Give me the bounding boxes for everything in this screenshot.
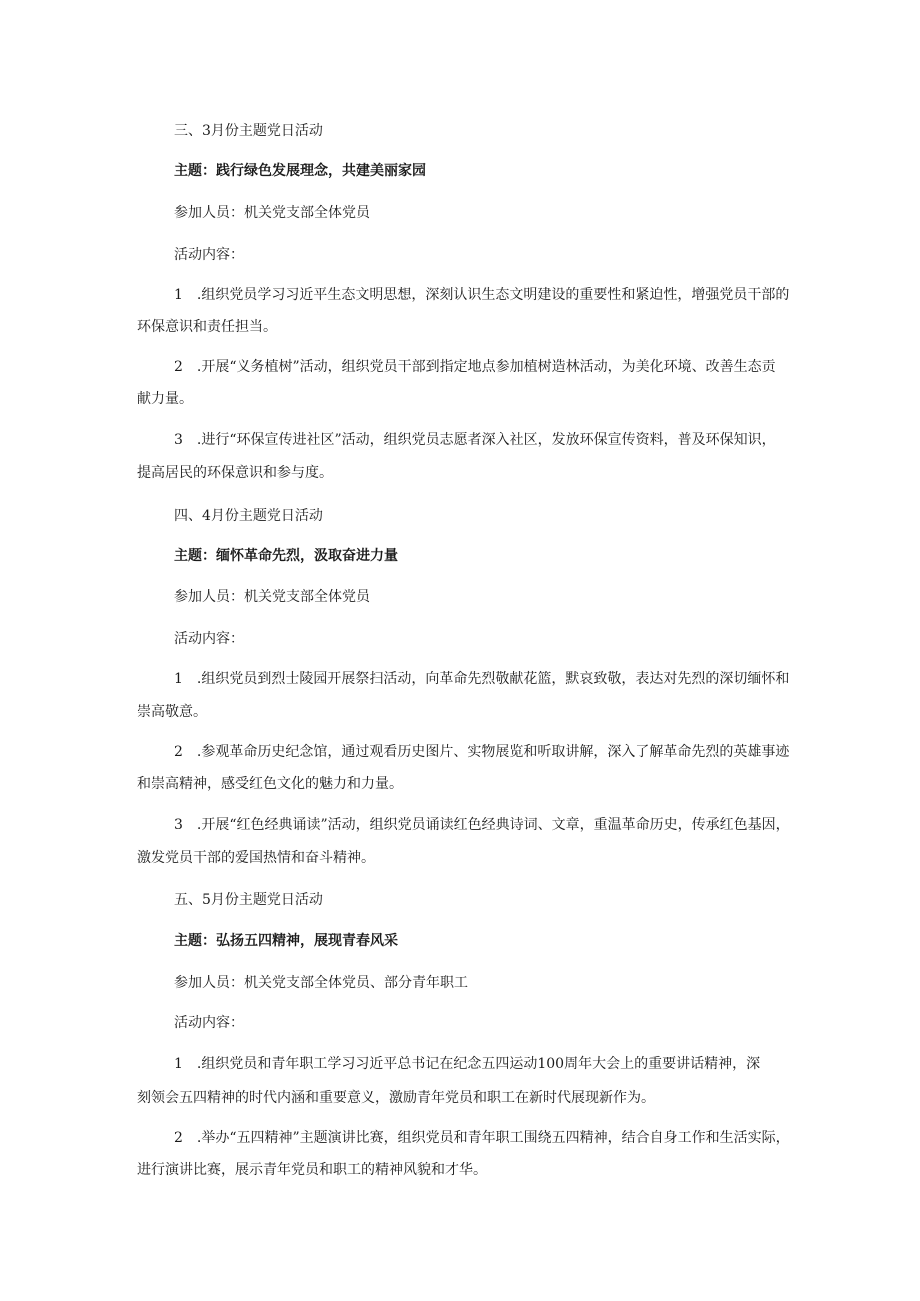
list-item-continuation: 和崇高精神，感受红色文化的魅力和力量。 (137, 776, 403, 792)
section-heading: 五、5月份主题党日活动 (174, 892, 323, 908)
list-item-continuation: 提高居民的环保意识和参与度。 (137, 465, 333, 481)
section-theme: 主题：弘扬五四精神，展现青春风采 (174, 933, 398, 949)
list-item-first-line: 2 .参观革命历史纪念馆，通过观看历史图片、实物展览和听取讲解，深入了解革命先烈的英雄事迹 (174, 744, 790, 760)
list-item-first-line: 3 .开展“红色经典诵读”活动，组织党员诵读红色经典诗词、文章，重温革命历史，传承红色基因， (174, 817, 790, 833)
list-item-continuation: 刻领会五四精神的时代内涵和重要意义，激励青年党员和职工在新时代展现新作为。 (137, 1090, 655, 1106)
section-participants: 参加人员：机关党支部全体党员 (174, 589, 370, 605)
section-theme: 主题：践行绿色发展理念，共建美丽家园 (174, 163, 426, 179)
list-item-continuation: 激发党员干部的爱国热情和奋斗精神。 (137, 850, 375, 866)
list-item-continuation: 崇高敬意。 (137, 704, 207, 720)
section-content-label: 活动内容： (174, 1015, 244, 1031)
list-item-first-line: 1 .组织党员和青年职工学习习近平总书记在纪念五四运动100周年大会上的重要讲话精神，深 (174, 1056, 761, 1072)
list-item-first-line: 2 .开展“义务植树”活动，组织党员干部到指定地点参加植树造林活动，为美化环境、改善生态贡 (174, 359, 776, 375)
section-heading: 四、4月份主题党日活动 (174, 508, 323, 524)
list-item-continuation: 献力量。 (137, 391, 193, 407)
list-item-first-line: 1 .组织党员到烈士陵园开展祭扫活动，向革命先烈敬献花篮，默哀致敬，表达对先烈的深切缅怀和 (174, 671, 790, 687)
section-content-label: 活动内容： (174, 247, 244, 263)
section-participants: 参加人员：机关党支部全体党员、部分青年职工 (174, 975, 468, 991)
list-item-first-line: 1 .组织党员学习习近平生态文明思想，深刻认识生态文明建设的重要性和紧迫性，增强党员干部的 (174, 287, 790, 303)
list-item-first-line: 3 .进行“环保宣传进社区”活动，组织党员志愿者深入社区，发放环保宣传资料，普及环保知识， (174, 432, 776, 448)
list-item-continuation: 进行演讲比赛，展示青年党员和职工的精神风貌和才华。 (137, 1162, 487, 1178)
section-content-label: 活动内容： (174, 631, 244, 647)
list-item-continuation: 环保意识和责任担当。 (137, 319, 277, 335)
section-heading: 三、3月份主题党日活动 (174, 123, 323, 139)
list-item-first-line: 2 .举办“五四精神”主题演讲比赛，组织党员和青年职工围绕五四精神，结合自身工作和生活实际， (174, 1130, 790, 1146)
section-theme: 主题：缅怀革命先烈，汲取奋进力量 (174, 548, 398, 564)
section-participants: 参加人员：机关党支部全体党员 (174, 205, 370, 221)
